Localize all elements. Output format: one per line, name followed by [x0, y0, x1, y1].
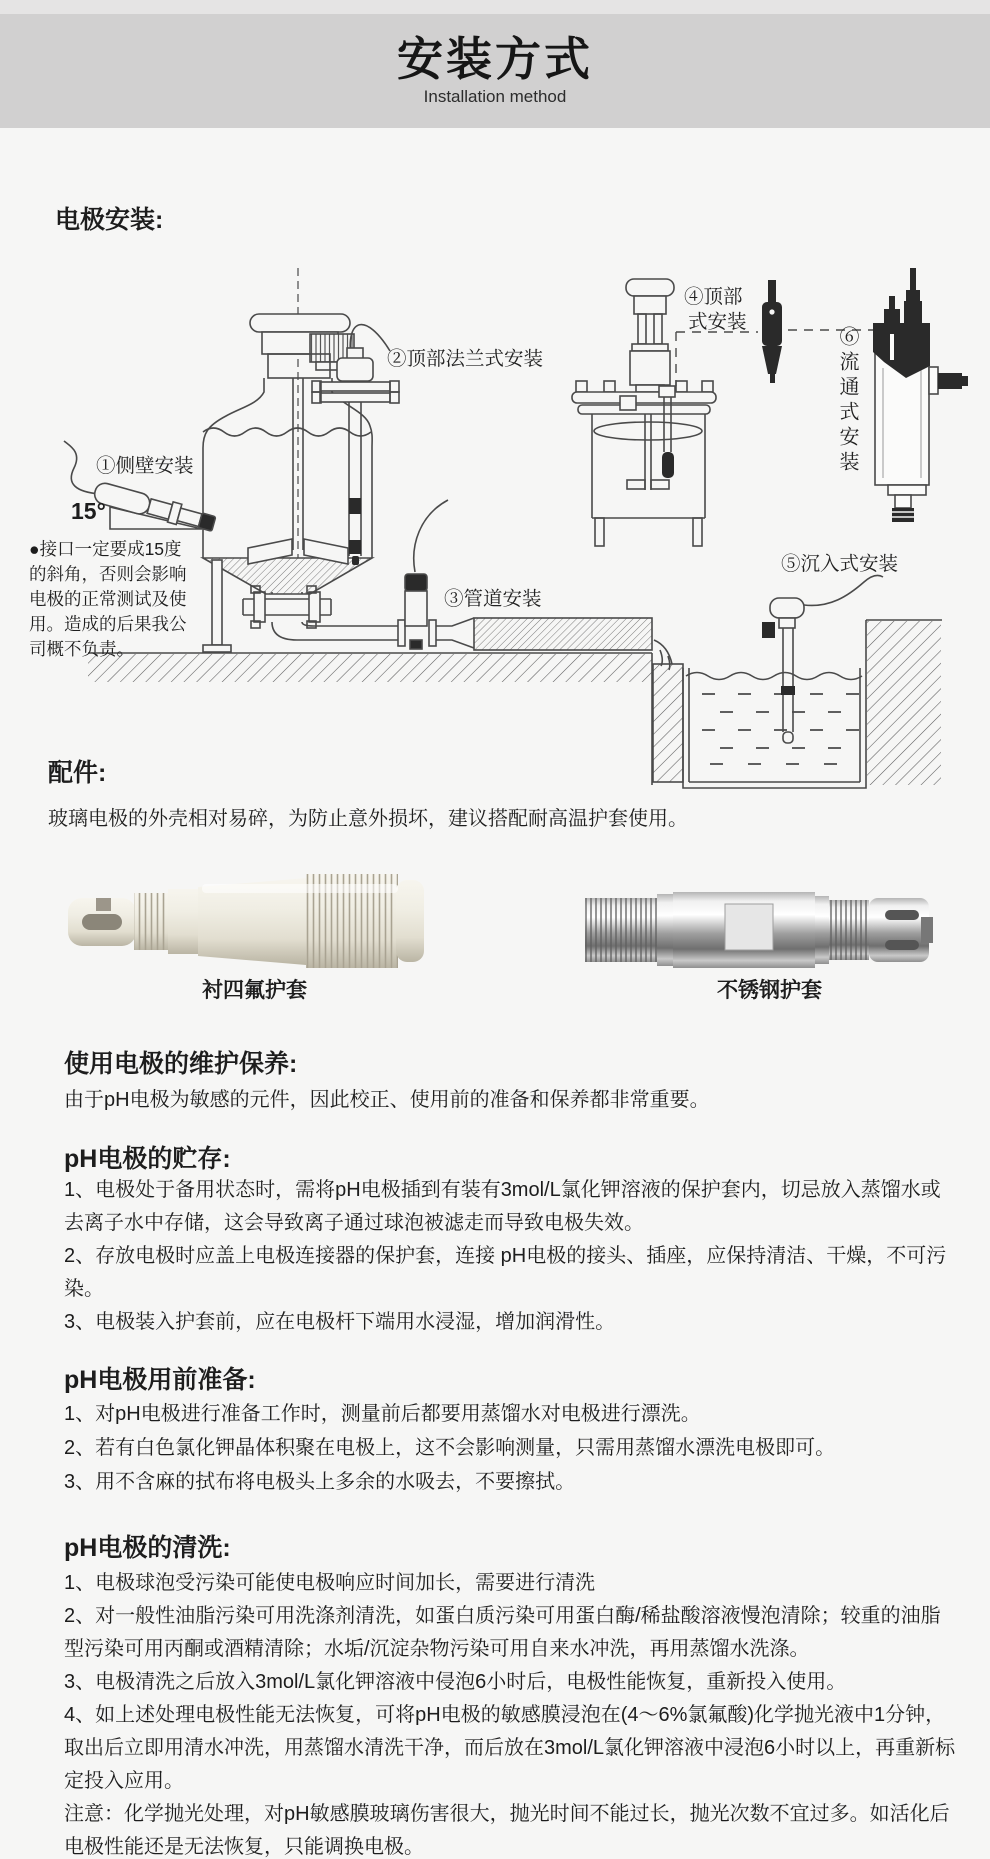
- water-dashes: [702, 694, 859, 764]
- storage-list: [64, 1174, 956, 1339]
- installation-diagram: [0, 228, 990, 804]
- cleaning-list: [64, 1567, 956, 1859]
- page-header: [0, 14, 990, 128]
- list-item: 2、存放电极时应盖上电极连接器的保护套，连接 pH电极的接头、插座，应保持清洁、干燥，不可污染。: [64, 1245, 947, 1300]
- section-heading-preparation: pH电极用前准备:: [64, 1366, 256, 1394]
- section-heading-cleaning: pH电极的清洗:: [64, 1534, 231, 1562]
- list-item: 3、电极装入护套前，应在电极杆下端用水浸湿，增加润滑性。: [64, 1311, 616, 1333]
- electrode-black: [762, 280, 782, 383]
- warning-line: 用。造成的后果我公: [29, 614, 187, 634]
- section-heading-storage: pH电极的贮存:: [64, 1145, 231, 1173]
- warning-line: ●接口一定要成15度: [29, 539, 182, 559]
- list-item: 注意：化学抛光处理，对pH敏感膜玻璃伤害很大，抛光时间不能过长，抛光次数不宜过多。如活化后电极性能还是无法恢复，只能调换电极。: [64, 1803, 950, 1858]
- steel-sheath-photo: [585, 890, 943, 970]
- list-item: 1、电极球泡受污染可能使电极响应时间加长，需要进行清洗: [64, 1572, 596, 1594]
- section-heading-accessories: 配件:: [48, 759, 107, 787]
- ptfe-sheath-label: 衬四氟护套: [202, 979, 307, 1002]
- warning-line: 电极的正常测试及使: [29, 589, 187, 609]
- tank-leg: [212, 560, 222, 645]
- list-item: 3、用不含麻的拭布将电极头上多余的水吸去，不要擦拭。: [64, 1471, 576, 1493]
- label-flow-install: ⑥流通式安装: [836, 326, 858, 476]
- steel-sheath-label: 不锈钢护套: [717, 979, 822, 1002]
- page-title: 安装方式: [397, 33, 593, 86]
- ptfe-sheath-photo: [66, 870, 432, 972]
- list-item: 2、对一般性油脂污染可用洗涤剂清洗，如蛋白质污染可用蛋白酶/稀盐酸溶液慢泡清除；较重的油脂型污染可用丙酮或酒精清除；水垢/沉淀杂物污染可用自来水冲洗，再用蒸馏水洗涤。: [64, 1605, 941, 1660]
- pipe: [272, 618, 652, 650]
- label-pipe-install: ③管道安装: [444, 588, 542, 610]
- electrode-submerged: [762, 575, 883, 743]
- label-side-install: ①侧壁安装: [96, 455, 194, 477]
- flow-cell: [873, 268, 968, 522]
- warning-line: 的斜角，否则会影响: [29, 564, 187, 584]
- list-item: 3、电极清洗之后放入3mol/L氯化钾溶液中侵泡6小时后，电极性能恢复，重新投入使用。: [64, 1671, 847, 1693]
- label-flange-install: ②顶部法兰式安装: [387, 348, 544, 370]
- warning-line: 司概不负责。: [29, 639, 134, 659]
- top-strip: [0, 0, 990, 14]
- basin-water-line: [686, 673, 862, 680]
- maintenance-intro: 由于pH电极为敏感的元件，因此校正、使用前的准备和保养都非常重要。: [64, 1089, 710, 1111]
- list-item: 4、如上述处理电极性能无法恢复，可将pH电极的敏感膜浸泡在(4～6%氯氟酸)化学抛光液中1分钟，取出后立即用清水冲洗，用蒸馏水清洗干净，而后放在3mol/L氯化钾溶液中浸泡6小时以上，再重新标定投入应用。: [64, 1704, 956, 1792]
- label-angle-15: 15°: [71, 498, 106, 524]
- pit: [652, 620, 942, 788]
- page-subtitle: Installation method: [423, 86, 567, 106]
- label-top-install-2: 式安装: [688, 311, 747, 333]
- list-item: 1、对pH电极进行准备工作时，测量前后都要用蒸馏水对电极进行漂洗。: [64, 1403, 701, 1425]
- list-item: 1、电极处于备用状态时，需将pH电极插到有装有3mol/L氯化钾溶液的保护套内，切忌放入蒸馏水或去离子水中存储，这会导致离子通过球泡被滤走而导致电极失效。: [64, 1179, 941, 1234]
- preparation-list: [64, 1397, 956, 1499]
- install-warning: [29, 537, 187, 662]
- section-heading-maintenance: 使用电极的维护保养:: [64, 1050, 298, 1078]
- label-top-install-1: ④顶部: [684, 286, 743, 308]
- cable: [64, 441, 100, 494]
- water-line: [203, 428, 371, 436]
- list-item: 2、若有白色氯化钾晶体积聚在电极上，这不会影响测量，只需用蒸馏水漂洗电极即可。: [64, 1437, 836, 1459]
- tank-foot: [203, 645, 231, 652]
- accessories-description: 玻璃电极的外壳相对易碎，为防止意外损坏，建议搭配耐高温护套使用。: [48, 808, 688, 830]
- section-heading-install: 电极安装:: [55, 206, 164, 234]
- label-submerged-install: ⑤沉入式安装: [781, 553, 899, 575]
